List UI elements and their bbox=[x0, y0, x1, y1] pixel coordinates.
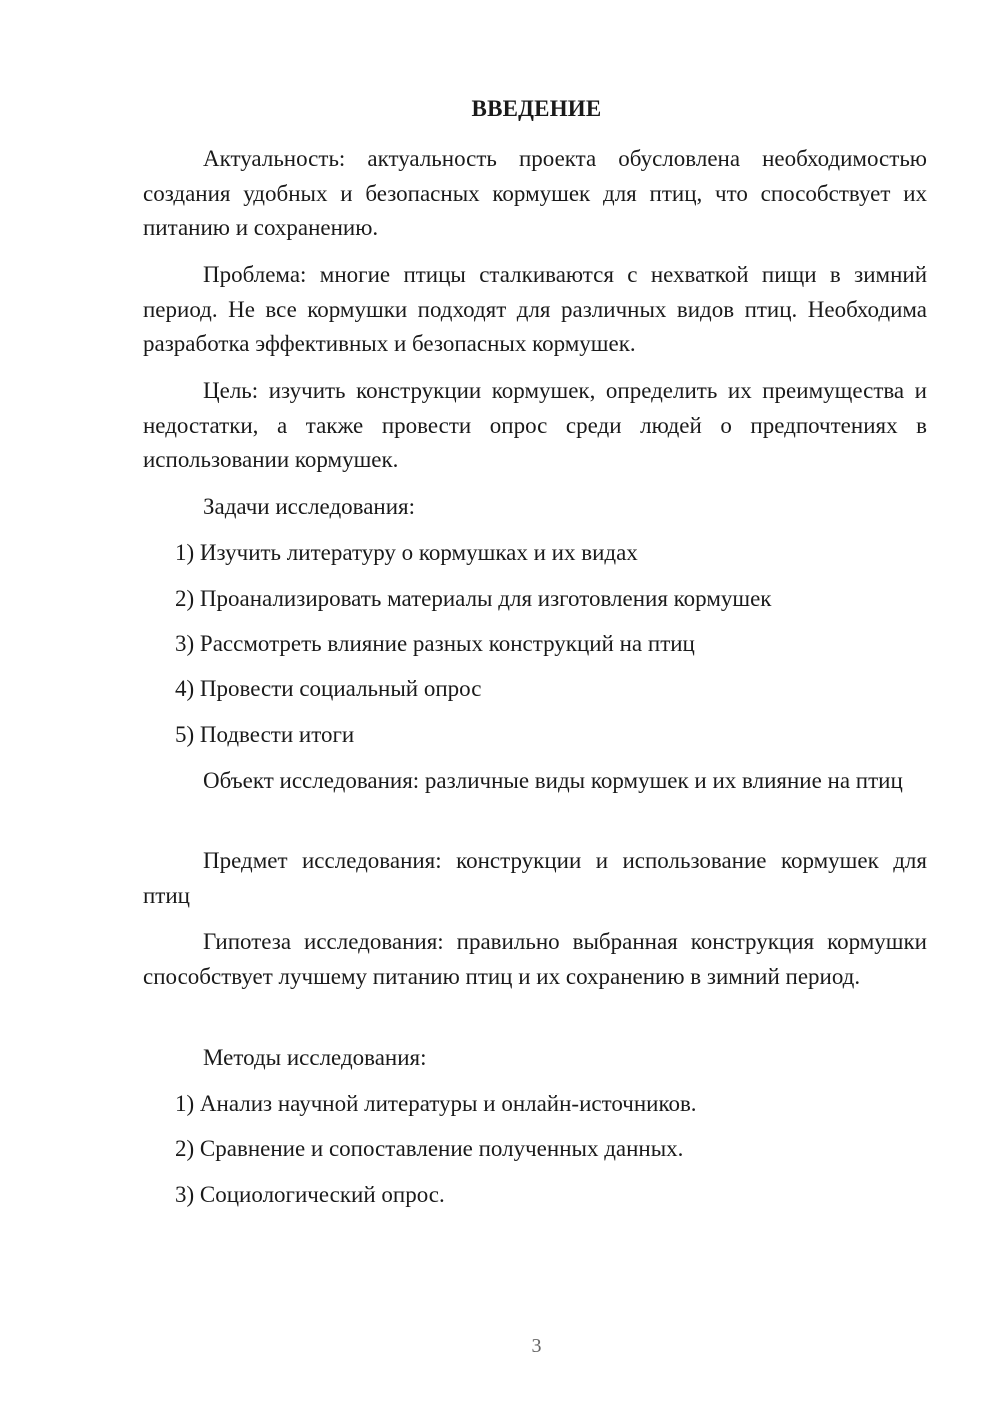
problem-paragraph: Проблема: многие птицы сталкиваются с нехваткой пищи в зимний период. Не все кормушки подходят для различных видов птиц. Необходима разработка эффективных и безопасных кормушек. bbox=[143, 262, 927, 356]
method-item-1: 1) Анализ научной литературы и онлайн-источников. bbox=[175, 1091, 697, 1116]
hypothesis-paragraph: Гипотеза исследования: правильно выбранная конструкция кормушки способствует лучшему питанию птиц и их сохранению в зимний период. bbox=[143, 929, 927, 989]
task-item-4: 4) Провести социальный опрос bbox=[175, 676, 482, 701]
subject-paragraph: Предмет исследования: конструкции и использование кормушек для птиц bbox=[143, 848, 927, 908]
task-item-5: 5) Подвести итоги bbox=[175, 722, 355, 747]
object-paragraph: Объект исследования: различные виды кормушек и их влияние на птиц bbox=[203, 768, 903, 793]
task-item-1: 1) Изучить литературу о кормушках и их видах bbox=[175, 540, 638, 565]
relevance-paragraph: Актуальность: актуальность проекта обусловлена необходимостью создания удобных и безопасных кормушек для птиц, что способствует их питанию и сохранению. bbox=[143, 146, 927, 240]
task-item-2: 2) Проанализировать материалы для изготовления кормушек bbox=[175, 586, 772, 611]
method-item-3: 3) Социологический опрос. bbox=[175, 1182, 445, 1207]
method-item-2: 2) Сравнение и сопоставление полученных данных. bbox=[175, 1136, 684, 1161]
page-title: ВВЕДЕНИЕ bbox=[471, 96, 602, 121]
tasks-heading: Задачи исследования: bbox=[203, 494, 416, 519]
page-number: 3 bbox=[531, 1335, 542, 1357]
task-item-3: 3) Рассмотреть влияние разных конструкций на птиц bbox=[175, 631, 695, 656]
methods-heading: Методы исследования: bbox=[203, 1045, 427, 1070]
goal-paragraph: Цель: изучить конструкции кормушек, определить их преимущества и недостатки, а также провести опрос среди людей о предпочтениях в использовании кормушек. bbox=[143, 378, 927, 472]
